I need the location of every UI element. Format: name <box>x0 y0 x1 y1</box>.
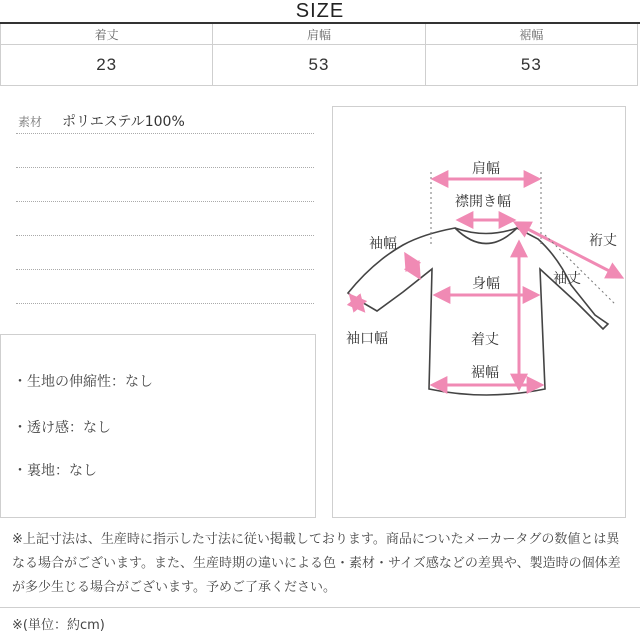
unit-note: ※(単位：約cm) <box>12 618 105 633</box>
label-sleeve-length: 袖丈 <box>553 271 581 287</box>
label-length: 着丈 <box>471 332 499 348</box>
cuff-arrow <box>351 296 363 310</box>
size-table-value-row <box>1 45 638 86</box>
value-length: 23 <box>1 45 213 86</box>
size-table-header-row <box>1 24 638 45</box>
property-sheer: ・透け感：なし <box>13 420 111 436</box>
label-hem: 裾幅 <box>471 365 499 381</box>
sleeve-width-arrow <box>406 255 419 277</box>
value-hem: 53 <box>425 45 637 86</box>
blank-row-divider <box>16 269 314 270</box>
diagram-box <box>332 106 626 518</box>
properties-box <box>0 334 316 518</box>
size-table <box>0 24 638 86</box>
footer-divider <box>0 607 640 608</box>
blank-row-divider <box>16 167 314 168</box>
garment-diagram <box>333 107 625 517</box>
label-cuff: 袖口幅 <box>346 331 388 347</box>
label-neck: 襟開き幅 <box>455 194 511 210</box>
header-shoulder: 肩幅 <box>213 24 425 45</box>
material-label: 素材 <box>18 115 43 129</box>
label-shoulder: 肩幅 <box>472 161 500 177</box>
page-title: SIZE <box>295 0 345 22</box>
value-shoulder: 53 <box>213 45 425 86</box>
label-sleeve-width: 袖幅 <box>369 236 397 252</box>
material-value: ポリエステル100% <box>62 114 185 130</box>
header-hem: 裾幅 <box>425 24 637 45</box>
blank-row-divider <box>16 201 314 202</box>
disclaimer-notes: ※上記寸法は、生産時に指示した寸法に従い掲載しております。商品についたメーカータグの数値とは異なる場合がございます。また、生産時期の違いによる色・素材・サイズ感などの差異や、製造時の個体差が多少生じる場合がございます。予めご了承ください。 <box>12 532 621 595</box>
header-length: 着丈 <box>1 24 213 45</box>
property-stretch: ・生地の伸縮性：なし <box>13 374 153 390</box>
yuki-arrow <box>516 223 621 277</box>
blank-row-divider <box>16 235 314 236</box>
property-lining: ・裏地：なし <box>13 463 97 479</box>
blank-row-divider <box>16 303 314 304</box>
label-yuki: 裄丈 <box>589 233 617 249</box>
material-divider <box>16 133 314 134</box>
label-body-width: 身幅 <box>472 276 500 292</box>
